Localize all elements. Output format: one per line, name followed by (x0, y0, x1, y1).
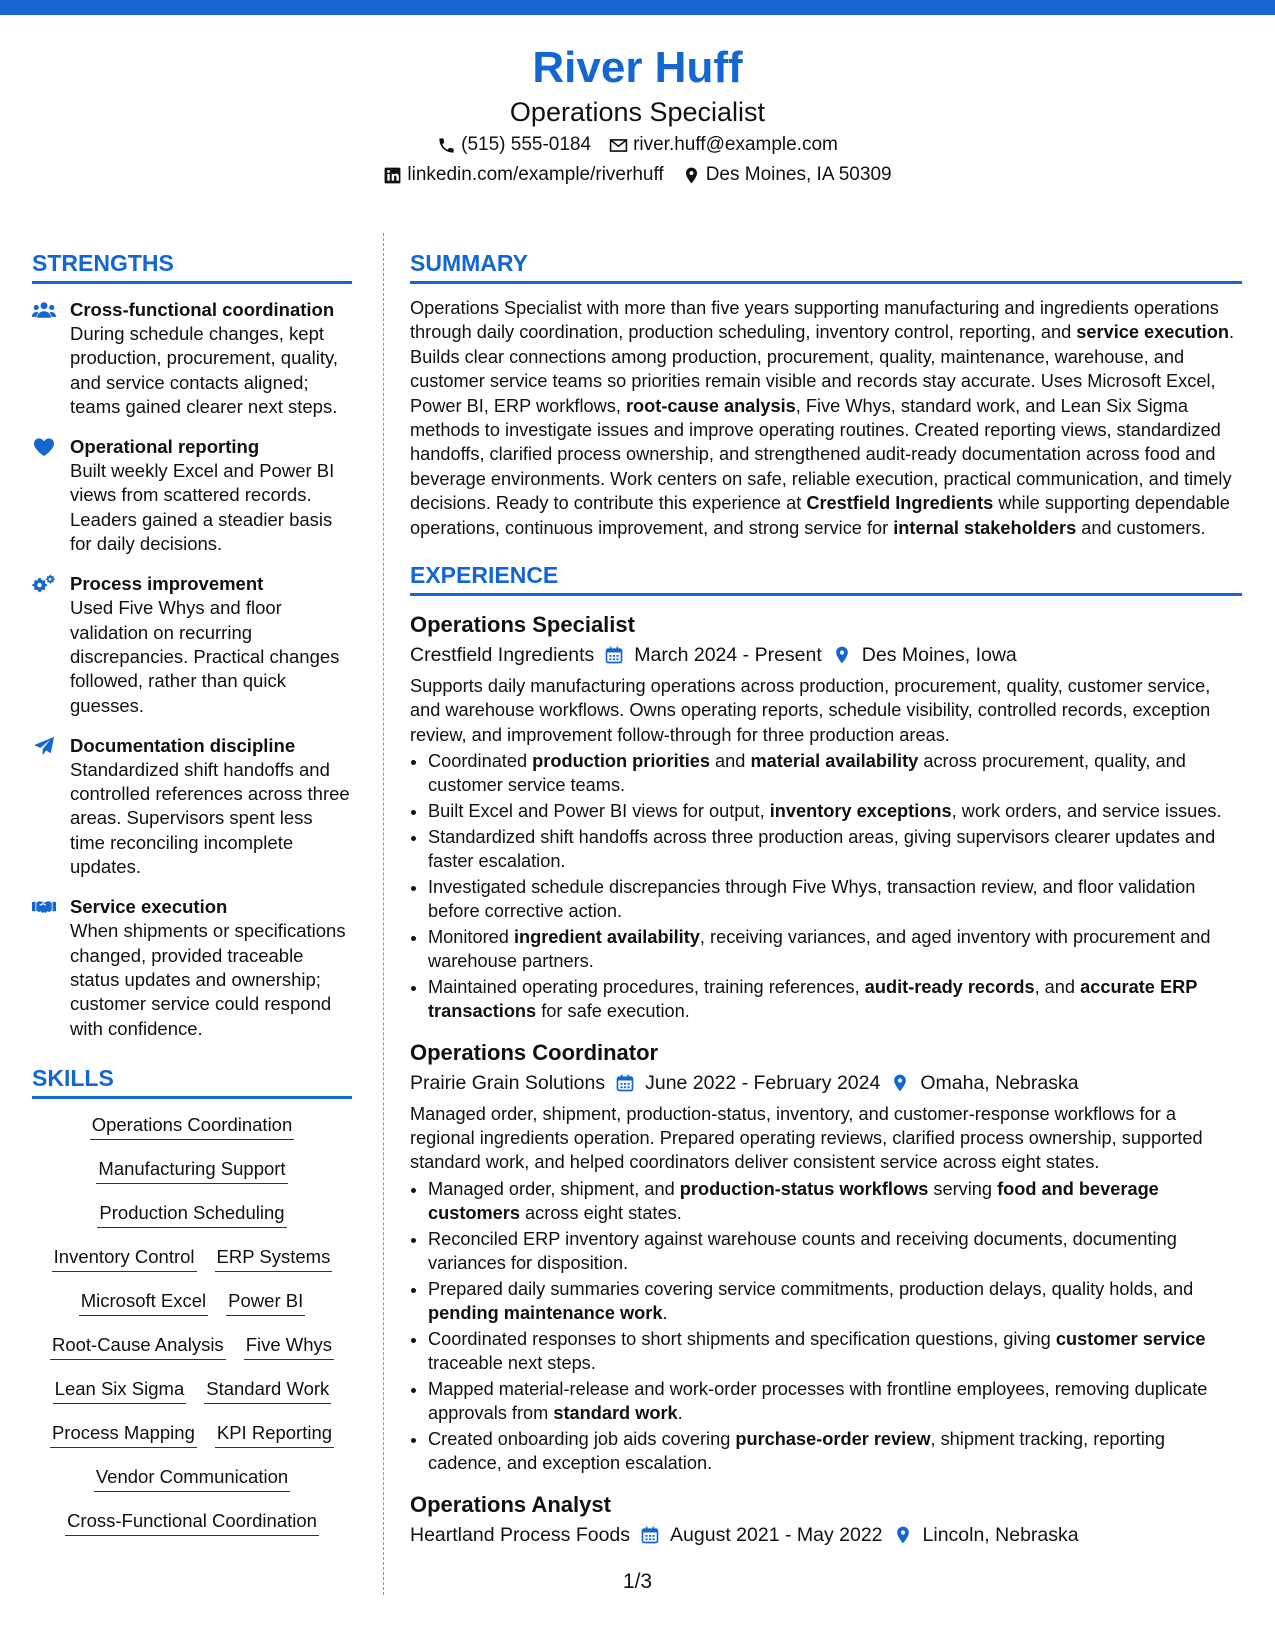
skills-row (32, 1245, 352, 1272)
skill-tag: Microsoft Excel (79, 1289, 208, 1316)
bold-phrase: root-cause analysis (625, 395, 796, 416)
job-meta (410, 640, 1242, 670)
column-divider (383, 233, 384, 1595)
job-location: Lincoln, Nebraska (922, 1523, 1079, 1546)
experience-heading: EXPERIENCE (410, 560, 1242, 596)
job-bullet: • Mapped material-release and work-order processes with frontline employees, removing duplicate approvals from standard work. (428, 1377, 1242, 1426)
job-title: Operations Coordinator (410, 1039, 659, 1065)
resume-header (0, 40, 1275, 190)
job-company: Heartland Process Foods (410, 1523, 631, 1546)
skill-tag: Operations Coordination (90, 1113, 295, 1140)
users-icon (32, 298, 58, 419)
bold-phrase: ingredient availability (513, 927, 700, 948)
skill-tag: Lean Six Sigma (53, 1377, 187, 1404)
job-title: Operations Analyst (410, 1491, 611, 1517)
calendar-icon (640, 1525, 660, 1545)
right-column (410, 248, 1242, 1554)
bold-phrase: production priorities (532, 750, 710, 771)
job-bullet: • Prepared daily summaries covering service commitments, production delays, quality holds, and pending maintenance work. (428, 1277, 1242, 1326)
strength-title: Cross-functional coordination (70, 299, 335, 320)
calendar-icon (615, 1073, 635, 1093)
job-bullets (410, 1177, 1242, 1476)
strength-description: Used Five Whys and floor validation on recurring discrepancies. Practical changes followed, rather than quick guesses. (70, 597, 340, 716)
bold-phrase: accurate ERP transactions (428, 977, 1198, 1022)
candidate-name: River Huff (532, 43, 743, 92)
skill-tag: KPI Reporting (215, 1421, 334, 1448)
skills-row (32, 1465, 352, 1492)
skill-tag: Production Scheduling (97, 1201, 286, 1228)
bold-phrase: audit-ready records (864, 977, 1035, 998)
phone-text: (515) 555-0184 (461, 134, 592, 155)
strength-title: Operational reporting (70, 436, 260, 458)
bold-phrase: Crestfield Ingredients (806, 493, 994, 514)
skills-row (32, 1201, 352, 1228)
strength-body (70, 895, 352, 1040)
job-bullet: • Coordinated production priorities and material availability across procurement, quality, and customer service teams. (428, 749, 1242, 798)
strength-body (70, 298, 352, 419)
paper-plane-icon (32, 734, 58, 879)
skills-row (32, 1289, 352, 1316)
job-company: Prairie Grain Solutions (410, 1071, 606, 1094)
skills-row (32, 1509, 352, 1536)
handshake-icon (32, 895, 58, 1040)
gears-icon (32, 572, 58, 717)
bold-phrase: internal stakeholders (893, 517, 1077, 538)
job-meta (410, 1520, 1242, 1550)
heart-icon (32, 435, 58, 556)
job-dates: June 2022 - February 2024 (645, 1071, 881, 1094)
skill-tag: Root-Cause Analysis (50, 1333, 226, 1360)
job-bullet: • Maintained operating procedures, training references, audit-ready records, and accurate ERP transactions for safe execution. (428, 975, 1242, 1024)
skill-tag: Vendor Communication (94, 1465, 290, 1492)
bold-phrase: pending maintenance work (428, 1303, 663, 1324)
strength-item (32, 435, 352, 556)
strengths-list (32, 298, 352, 1041)
page-number: 1/3 (622, 1570, 653, 1593)
job-entry (410, 1038, 1242, 1476)
skill-tag: Manufacturing Support (96, 1157, 287, 1184)
job-description: Supports daily manufacturing operations across production, procurement, quality, customer service, and warehouse workflows. Owns operating reports, schedule visibility, controlled records, exception review, and improvement follow-through for three production areas. (410, 676, 1211, 745)
skills-row (32, 1377, 352, 1404)
location-item (682, 160, 892, 190)
email-text[interactable]: river.huff@example.com (633, 134, 838, 155)
skill-tag: Process Mapping (50, 1421, 197, 1448)
job-dates: March 2024 - Present (634, 644, 822, 667)
job-entry (410, 610, 1242, 1024)
skills-row (32, 1113, 352, 1140)
bold-phrase: inventory exceptions (769, 801, 952, 822)
skill-tag: ERP Systems (215, 1245, 333, 1272)
job-company: Crestfield Ingredients (410, 644, 595, 667)
left-column (32, 248, 352, 1553)
job-entry (410, 1490, 1242, 1550)
bold-phrase: customer service (1055, 1328, 1206, 1349)
job-description: Managed order, shipment, production-status, inventory, and customer-response workflows for a regional ingredients operation. Prepared operating reviews, clarified process ownership, supported standard work, and helped coordinators deliver consistent service across eight states. (410, 1103, 1203, 1173)
bold-phrase: standard work (553, 1403, 678, 1424)
strength-item (32, 895, 352, 1040)
map-pin-icon (893, 1525, 913, 1545)
location-text: Des Moines, IA 50309 (705, 164, 892, 185)
strengths-heading: STRENGTHS (32, 248, 352, 284)
summary-heading: SUMMARY (410, 248, 1242, 284)
skill-tag: Inventory Control (52, 1245, 197, 1272)
job-bullet: • Created onboarding job aids covering purchase-order review, shipment tracking, reporting cadence, and exception escalation. (428, 1427, 1242, 1476)
job-meta (410, 1068, 1242, 1098)
bold-phrase: material availability (750, 750, 919, 771)
phone-icon (437, 136, 456, 155)
strength-description: Built weekly Excel and Power BI views from scattered records. Leaders gained a steadier basis for daily decisions. (70, 460, 335, 555)
strength-title: Service execution (70, 896, 228, 918)
skills-row (32, 1421, 352, 1448)
skills-list (32, 1113, 352, 1536)
job-dates: August 2021 - May 2022 (670, 1523, 883, 1546)
skill-tag: Five Whys (244, 1333, 334, 1360)
job-location: Des Moines, Iowa (861, 644, 1017, 667)
bold-phrase: food and beverage customers (428, 1178, 1159, 1223)
map-pin-icon (682, 166, 701, 185)
phone-item (437, 130, 591, 160)
job-bullet: • Investigated schedule discrepancies through Five Whys, transaction review, and floor validation before corrective action. (428, 875, 1242, 924)
job-bullet: • Standardized shift handoffs across three production areas, giving supervisors clearer updates and faster escalation. (428, 825, 1242, 874)
contact-row-1 (0, 130, 1275, 160)
job-bullet: • Reconciled ERP inventory against warehouse counts and receiving documents, documenting variances for disposition. (428, 1227, 1242, 1276)
strength-title: Documentation discipline (70, 734, 296, 756)
linkedin-text[interactable]: linkedin.com/example/riverhuff (407, 164, 664, 185)
skill-tag: Power BI (226, 1289, 305, 1316)
job-bullet: • Coordinated responses to short shipments and specification questions, giving customer service traceable next steps. (428, 1327, 1242, 1376)
skills-row (32, 1333, 352, 1360)
skills-heading: SKILLS (32, 1063, 352, 1099)
skills-row (32, 1157, 352, 1184)
job-bullet: • Managed order, shipment, and production-status workflows serving food and beverage customers across eight states. (428, 1177, 1242, 1226)
bold-phrase: service execution (1076, 322, 1229, 343)
calendar-icon (604, 645, 624, 665)
top-accent-bar (0, 0, 1275, 15)
envelope-icon (609, 136, 628, 155)
linkedin-item[interactable] (383, 160, 663, 190)
map-pin-icon (890, 1073, 910, 1093)
summary-text: Operations Specialist with more than five years supporting manufacturing and ingredients operations through daily coordination, production scheduling, inventory control, reporting, and service execution. Builds clear connections among production, procurement, quality, maintenance, warehouse, and customer service teams so priorities remain visible and records stay accurate. Uses Microsoft Excel, Power BI, ERP workflows, root-cause analysis, Five Whys, standard work, and Lean Six Sigma methods to investigate issues and improve operating routines. Created reporting views, standardized handoffs, clarified process ownership, and strengthened audit-ready documentation across food and beverage environments. Work centers on safe, reliable execution, practical communication, and timely decisions. Ready to contribute this experience at Crestfield Ingredients while supporting dependable operations, continuous improvement, and strong service for internal stakeholders and customers. (410, 298, 1235, 538)
linkedin-icon (383, 166, 402, 185)
strength-item (32, 572, 352, 717)
bold-phrase: purchase-order review (735, 1429, 931, 1450)
skill-tag: Standard Work (204, 1377, 331, 1404)
job-location: Omaha, Nebraska (920, 1071, 1079, 1094)
candidate-title: Operations Specialist (509, 97, 766, 127)
strength-description: During schedule changes, kept production, procurement, quality, and service contacts aligned; teams gained clearer next steps. (70, 323, 339, 417)
strength-body (70, 435, 352, 556)
bold-phrase: production-status workflows (679, 1178, 929, 1199)
strength-description: Standardized shift handoffs and controlled references across three areas. Supervisors spent less time reconciling incomplete updates. (70, 758, 350, 878)
strength-item (32, 298, 352, 419)
strength-item (32, 734, 352, 879)
experience-list (410, 610, 1242, 1550)
job-bullets (410, 749, 1242, 1024)
map-pin-icon (832, 645, 852, 665)
strength-body (70, 734, 352, 879)
contact-row-2 (0, 160, 1275, 190)
strength-body (70, 572, 352, 717)
email-item[interactable] (609, 130, 838, 160)
job-bullet: • Built Excel and Power BI views for output, inventory exceptions, work orders, and service issues. (428, 799, 1242, 823)
strength-title: Process improvement (70, 573, 264, 595)
strength-description: When shipments or specifications changed, provided traceable status updates and ownership; customer service could respond with confidence. (70, 920, 346, 1039)
job-bullet: • Monitored ingredient availability, receiving variances, and aged inventory with procurement and warehouse partners. (428, 925, 1242, 974)
skill-tag: Cross-Functional Coordination (65, 1509, 319, 1536)
job-title: Operations Specialist (410, 612, 635, 638)
